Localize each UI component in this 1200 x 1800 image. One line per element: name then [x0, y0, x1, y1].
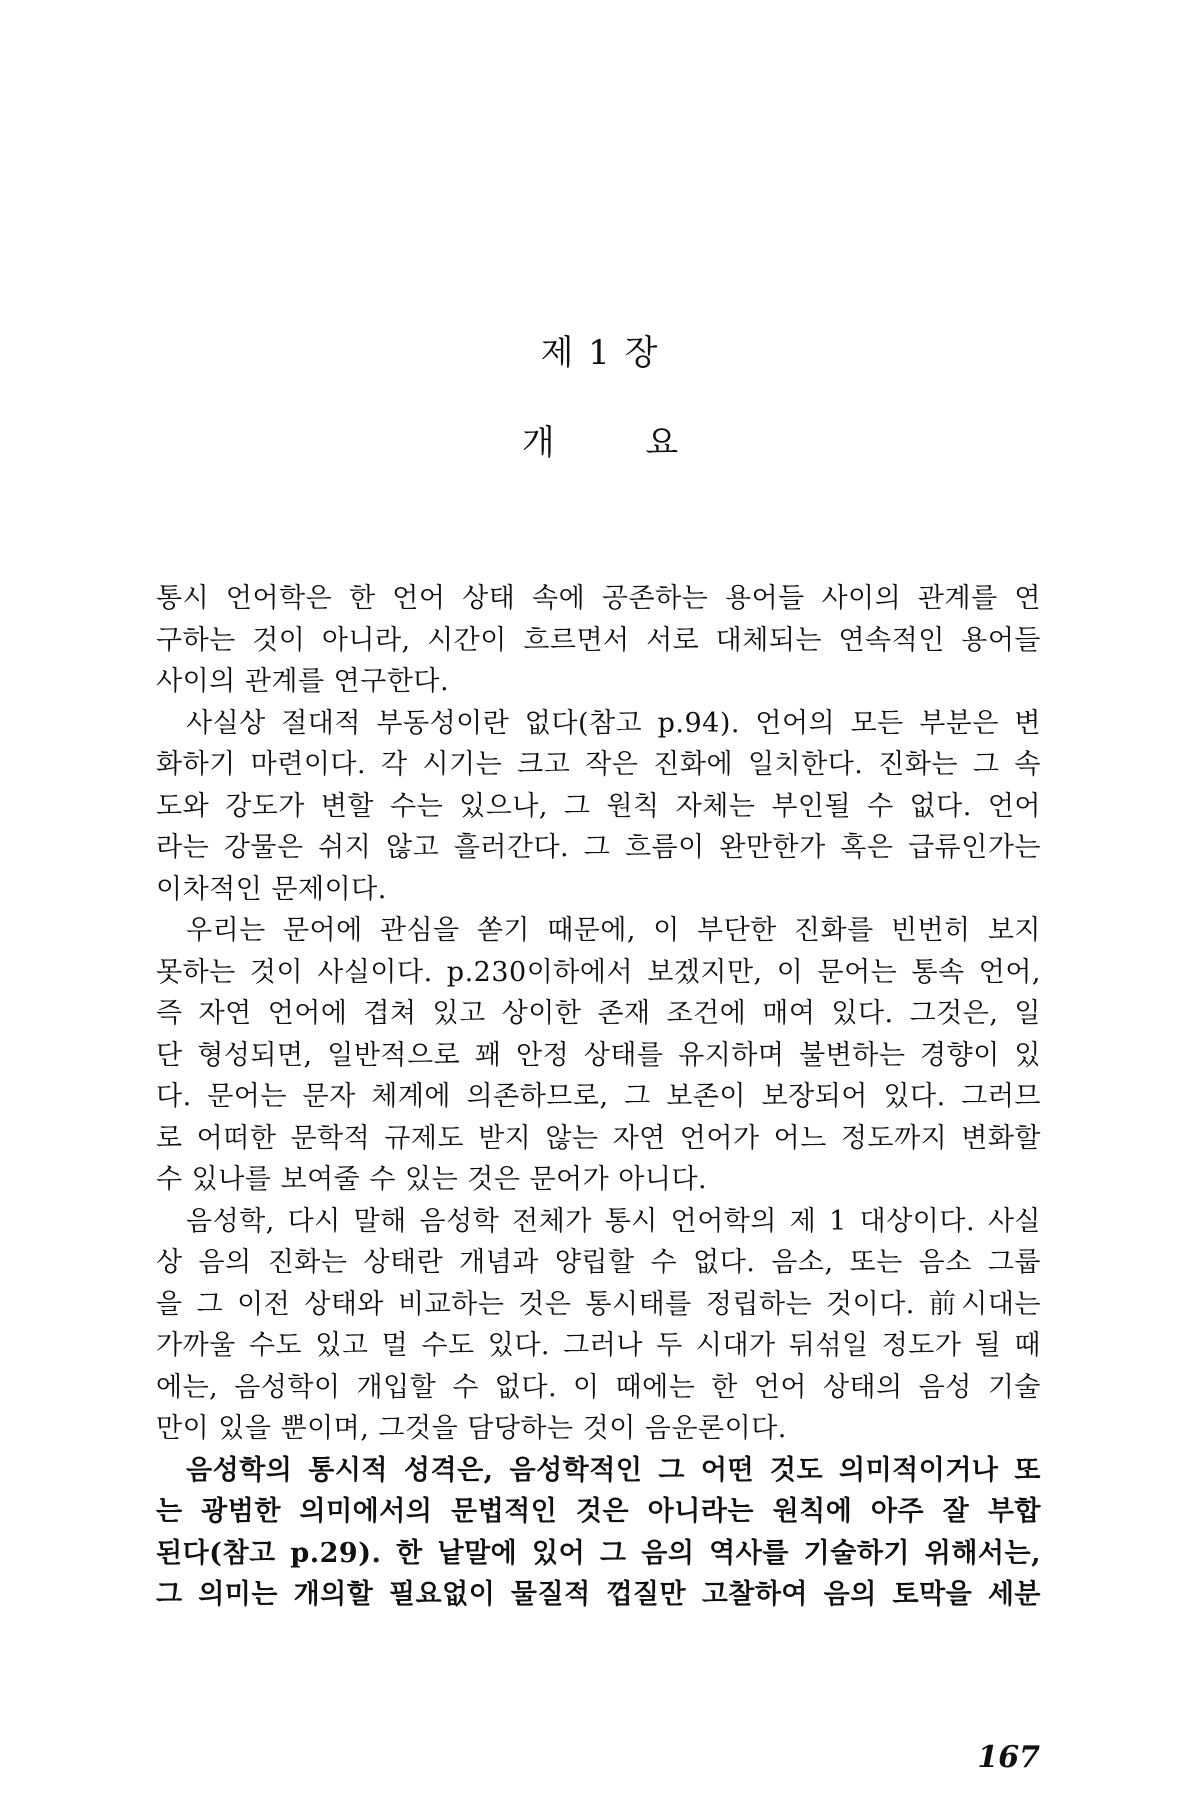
text-line: 단 형성되면, 일반적으로 꽤 안정 상태를 유지하며 불변하는 경향이 있 [156, 1039, 1041, 1071]
chapter-title: 개 요 [521, 423, 719, 463]
text-line: 음성학의 통시적 성격은, 음성학적인 그 어떤 것도 의미적이거나 또 [186, 1454, 1041, 1486]
page-number: 167 [977, 1740, 1040, 1775]
text-line: 만이 있을 뿐이며, 그것을 담당하는 것이 음운론이다. [156, 1413, 787, 1444]
text-line: 음성학, 다시 말해 음성학 전체가 통시 언어학의 제 1 대상이다. 사실 [186, 1205, 1041, 1237]
text-line: 된다(참고 p.29). 한 낱말에 있어 그 음의 역사를 기술하기 위해서는, [156, 1537, 1041, 1569]
text-line: 사이의 관계를 연구한다. [156, 666, 450, 697]
text-line: 라는 강물은 쉬지 않고 흘러간다. 그 흐름이 완만한가 혹은 급류인가는 [156, 832, 1041, 863]
text-line: 는 광범한 의미에서의 문법적인 것은 아니라는 원칙에 아주 잘 부합 [156, 1496, 1041, 1527]
text-line: 가까울 수도 있고 멀 수도 있다. 그러나 두 시대가 뒤섞일 정도가 될 때 [156, 1330, 1041, 1361]
text-line: 도와 강도가 변할 수는 있으나, 그 원칙 자체는 부인될 수 없다. 언어 [156, 790, 1041, 822]
text-line: 로 어떠한 문학적 규제도 받지 않는 자연 언어가 어느 정도까지 변화할 [156, 1122, 1041, 1154]
text-line: 통시 언어학은 한 언어 상태 속에 공존하는 용어들 사이의 관계를 연 [156, 583, 1041, 614]
text-line: 이차적인 문제이다. [156, 873, 387, 905]
text-line: 그 의미는 개의할 필요없이 물질적 껍질만 고찰하여 음의 토막을 세분 [156, 1579, 1041, 1610]
body-text [156, 578, 1041, 1616]
text-line: 우리는 문어에 관심을 쏟기 때문에, 이 부단한 진화를 빈번히 보지 [186, 915, 1041, 946]
text-line: 구하는 것이 아니라, 시간이 흐르면서 서로 대체되는 연속적인 용어들 [156, 624, 1041, 656]
text-line: 화하기 마련이다. 각 시기는 크고 작은 진화에 일치한다. 진화는 그 속 [156, 749, 1041, 780]
text-line: 못하는 것이 사실이다. p.230이하에서 보겠지만, 이 문어는 통속 언어, [156, 956, 1041, 988]
chapter-number: 제 1 장 [540, 333, 660, 373]
text-line: 즉 자연 언어에 겹쳐 있고 상이한 존재 조건에 매여 있다. 그것은, 일 [156, 998, 1041, 1029]
text-line: 에는, 음성학이 개입할 수 없다. 이 때에는 한 언어 상태의 음성 기술 [156, 1371, 1041, 1403]
text-line: 다. 문어는 문자 체계에 의존하므로, 그 보존이 보장되어 있다. 그러므 [156, 1081, 1041, 1112]
text-line: 을 그 이전 상태와 비교하는 것은 통시태를 정립하는 것이다. 前시대는 [156, 1288, 1041, 1320]
text-line: 사실상 절대적 부동성이란 없다(참고 p.94). 언어의 모든 부분은 변 [186, 707, 1041, 739]
text-line: 상 음의 진화는 상태란 개념과 양립할 수 없다. 음소, 또는 음소 그룹 [156, 1247, 1041, 1278]
text-line: 수 있나를 보여줄 수 있는 것은 문어가 아니다. [156, 1164, 708, 1195]
